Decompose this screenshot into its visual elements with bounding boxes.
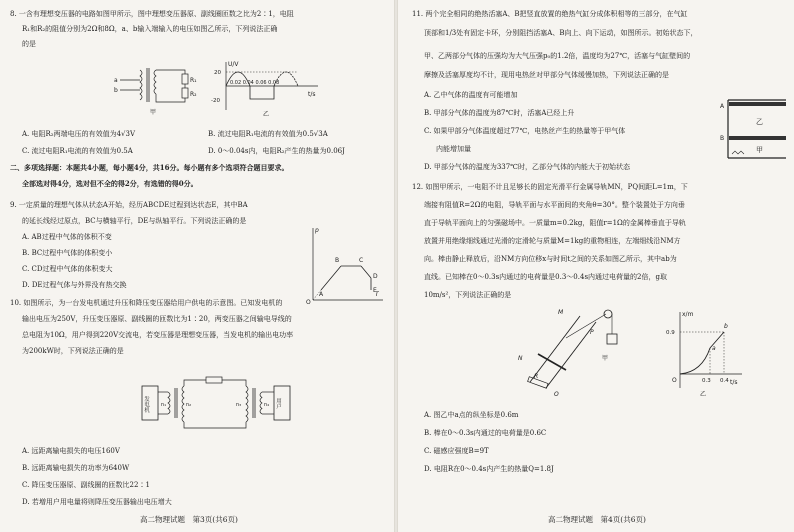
q10-fig-n2: n₂ [186,402,192,408]
q8-option-a: A. 电阻R₂两端电压的有效值为4√3V [22,130,136,138]
section-2-heading-2: 全部选对得4分，选对但不全的得2分，有选错的得0分。 [22,179,198,188]
q9-option-a: A. AB过程中气体的体积不变 [22,233,112,241]
q12-line-3: 直于导轨平面向上的匀强磁场中。一质量m=0.2kg，阻值r=1Ω的金属棒垂直于导轨 [424,219,686,227]
q12-axis-t: t/s [730,379,738,386]
q12-line-4: 放置并用绝缘细线通过光滑的定滑轮与质量M=1kg的重物相连，左端细线沿NM方 [424,237,681,245]
q12-tick-04: 0.4 [720,378,729,384]
q12-figure-jia [510,304,620,396]
q11-option-d: D. 甲部分气体的温度为337℃时，乙部分气体的内能大于初始状态 [424,163,631,171]
q8-option-c: C. 流过电阻R₁电流的有效值为0.5A [22,147,133,155]
q11-fig-jia: 甲 [756,146,763,154]
q10-line-3: 总电阻为10Ω，用户得到220V交流电，若变压器是理想变压器，当发电机的输出电功率 [22,331,294,339]
q8-tick-pos: 20 [214,70,221,76]
q12-tick-09: 0.9 [666,330,675,336]
q9-fig-p: p [315,227,319,234]
q12-option-a: A. 图乙中a点的纵坐标是0.6m [424,411,519,419]
q9-option-c: C. CD过程中气体的体积变大 [22,265,113,273]
q10-option-a: A. 远距离输电损失的电压160V [22,447,120,455]
q11-fig-yi: 乙 [756,118,763,126]
q12-axis-x: x/m [682,311,694,318]
q11-fig-b: B [720,135,725,142]
q8-line-2: R₁和R₂的阻值分别为2Ω和8Ω，a、b输入端输入的电压如图乙所示，下列说法正确 [22,25,278,33]
q11-option-c-2: 内能增加量 [436,145,471,153]
q8-line-1: 8. 一含有理想变压器的电路如图甲所示，图中理想变压器原、副线圈匝数之比为2∶1，电阻 [10,10,294,18]
q8-fig-r1: R₁ [190,77,197,84]
q10-line-4: 为200kW时，下列说法正确的是 [22,347,124,355]
q10-figure [140,372,300,434]
q12-fig-r: R [534,373,539,380]
q12-option-b: B. 棒在0～0.3s内通过的电荷量是0.6C [424,429,547,437]
q10-option-c: C. 降压变压器原、副线圈的匝数比22∶1 [22,481,150,489]
q12-fig-m: M [558,309,564,316]
q9-figure [305,224,385,306]
q11-line-4: 摩擦及活塞厚度均不计，现用电热丝对甲部分气体缓慢加热，下列说法正确的是 [424,71,669,79]
q12-tick-03: 0.3 [702,378,711,384]
section-2-heading-1: 二、多项选择题：本题共4小题，每小题4分，共16分。每小题有多个选项符合题目要求。 [10,163,289,172]
q9-option-d: D. DE过程气体与外界没有热交换 [22,281,127,289]
q12-line-6: 直线。已知棒在0～0.3s内通过的电荷量是0.3～0.4s内通过电荷量的2倍，g取 [424,273,667,281]
q8-fig-jia-label: 甲 [150,109,157,116]
q12-fig-jia: 甲 [602,355,609,362]
q9-line-2: 的延长线经过原点，BC与横轴平行，DE与纵轴平行。下列说法正确的是 [22,217,247,225]
q9-fig-o: O [306,299,311,306]
q10-option-b: B. 远距离输电损失的功率为640W [22,464,130,472]
q11-option-c-1: C. 如果甲部分气体温度超过77℃，电热丝产生的热量等于甲气体 [424,127,626,135]
q11-figure [716,96,788,160]
q12-option-c: C. 磁感应强度B=9T [424,447,489,455]
q12-figure-yi [666,308,746,398]
q9-fig-c: C [359,257,364,264]
q11-option-b: B. 甲部分气体的温度为87℃时，活塞A已经上升 [424,109,575,117]
q12-label-b: b [724,323,728,330]
q9-fig-e: E [373,287,377,294]
q10-fig-user: 用户 [275,398,281,409]
q11-option-a: A. 乙中气体的温度有可能增加 [424,91,518,99]
q8-tick-t: 0.02 0.04 0.06 0.08 [230,80,280,86]
q8-axis-u: U/V [228,61,239,68]
footer-right: 高二物理试题 第4页(共6页) [548,515,646,524]
q12-line-2: 端接有阻值R=2Ω的电阻，导轨平面与水平面间的夹角θ=30°。整个装置处于方向垂 [424,201,685,209]
q12-fig-p: P [590,329,594,336]
q8-fig-b: b [114,87,118,94]
page-right [398,0,794,532]
q10-line-2: 输出电压为250V，升压变压器原、副线圈的匝数比为1∶20，两变压器之间输电导线的 [22,315,292,323]
q8-fig-a: a [114,77,118,84]
q9-fig-d: D [373,273,378,280]
q10-fig-n1: n₁ [161,402,167,408]
q8-option-b: B. 流过电阻R₁电流的有效值为0.5√3A [208,130,328,138]
q10-line-1: 10. 如图所示，为一台发电机通过升压和降压变压器给用户供电的示意图。已知发电机的 [10,299,283,307]
q9-fig-t: T [375,291,379,298]
q10-fig-generator: 发电机 [143,396,149,413]
q12-tick-o: O [672,377,677,384]
q12-fig-n: N [518,355,523,362]
q12-option-d: D. 电阻R在0～0.4s内产生的热量Q=1.8J [424,465,554,473]
footer-left: 高二物理试题 第3页(共6页) [140,515,238,524]
q8-option-d: D. 0～0.04s内，电阻R₂产生的热量为0.06J [208,147,345,155]
q12-fig-yi: 乙 [700,391,707,398]
q8-axis-t: t/s [308,91,316,98]
q9-fig-b: B [335,257,340,264]
q12-line-7: 10m/s²，下列说法正确的是 [424,291,512,299]
q11-line-1: 11. 两个完全相同的绝热活塞A、B把竖直放置的绝热气缸分成体积相等的三部分，在气缸 [412,10,688,18]
q10-fig-n4: n₄ [264,402,270,408]
q12-line-1: 12. 如图甲所示，一电阻不计且足够长的固定光滑平行金属导轨MN，PQ间距L=1m，下 [412,183,688,191]
q8-figure-yi [208,58,323,118]
q11-line-2: 顶部和1/3处有固定卡环，分别阻挡活塞A、B向上、向下运动，如图所示。初始状态下， [424,29,698,37]
q11-line-3: 甲、乙两部分气体的压强均为大气压强p₀的1.2倍，温度均为27℃，活塞与气缸壁间的 [424,52,691,60]
q10-fig-n3: n₃ [236,402,242,408]
q8-fig-yi-label: 乙 [263,111,270,118]
q11-fig-a: A [720,103,725,110]
q9-line-1: 9. 一定质量的理想气体从状态A开始，经历ABCDE过程到达状态E，其中BA [10,201,248,209]
q12-fig-q: Q [554,391,559,396]
q8-tick-neg: -20 [211,98,220,104]
q12-line-5: 向。棒由静止释放后，沿NM方向位移x与时间t之间的关系如图乙所示，其中ab为 [424,255,677,263]
q8-fig-r2: R₂ [190,91,197,98]
q8-line-3: 的是 [22,40,36,48]
q9-option-b: B. BC过程中气体的体积变小 [22,249,113,257]
q9-fig-a: A [319,291,324,298]
q10-option-d: D. 若増用户用电量将则降压变压器输出电压增大 [22,498,172,506]
page-left [0,0,394,532]
q8-figure-jia [110,58,205,116]
q12-label-a: a [712,345,716,352]
